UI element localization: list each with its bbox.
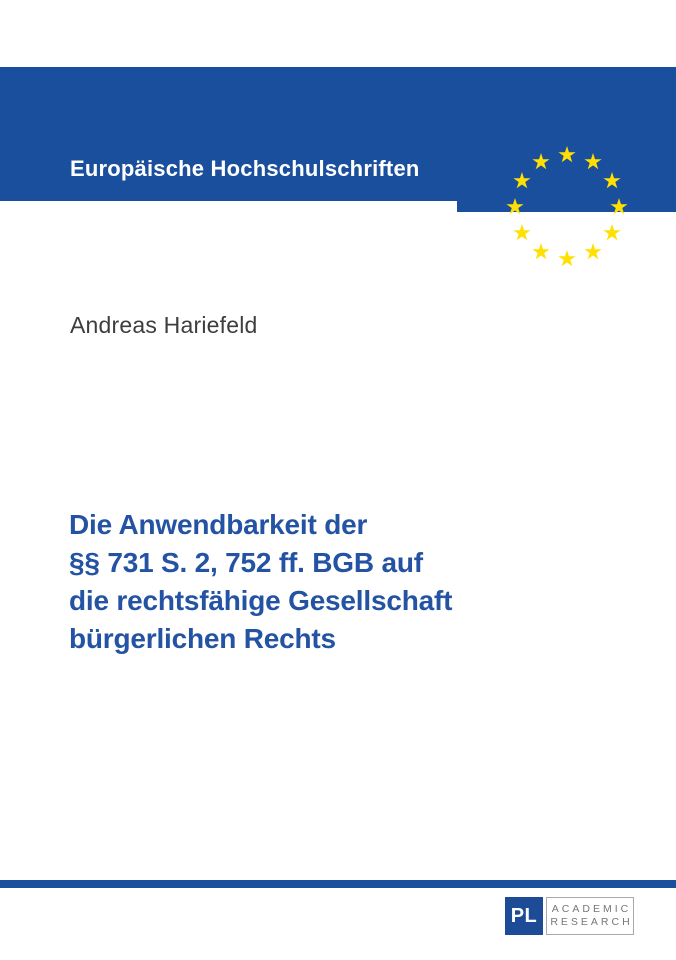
book-title-line: §§ 731 S. 2, 752 ff. BGB auf — [69, 547, 423, 578]
book-title-line: die rechtsfähige Gesellschaft — [69, 585, 453, 616]
eu-stars-icon — [492, 132, 642, 282]
publisher-monogram: PL — [505, 897, 543, 935]
footer-rule — [0, 880, 676, 888]
book-title — [69, 506, 549, 658]
publisher-name-line: RESEARCH — [550, 916, 633, 928]
series-banner — [0, 67, 676, 255]
book-title-line: bürgerlichen Rechts — [69, 623, 336, 654]
series-subtitle: Rechtswissenschaft — [70, 230, 286, 255]
author-name: Andreas Hariefeld — [70, 312, 258, 338]
publisher-name — [546, 897, 634, 935]
series-title: Europäische Hochschulschriften — [70, 156, 420, 181]
publisher-name-line: ACADEMIC — [551, 903, 632, 915]
book-title-line: Die Anwendbarkeit der — [69, 509, 368, 540]
series-divider-bar — [0, 201, 457, 214]
publisher-logo — [505, 897, 634, 935]
